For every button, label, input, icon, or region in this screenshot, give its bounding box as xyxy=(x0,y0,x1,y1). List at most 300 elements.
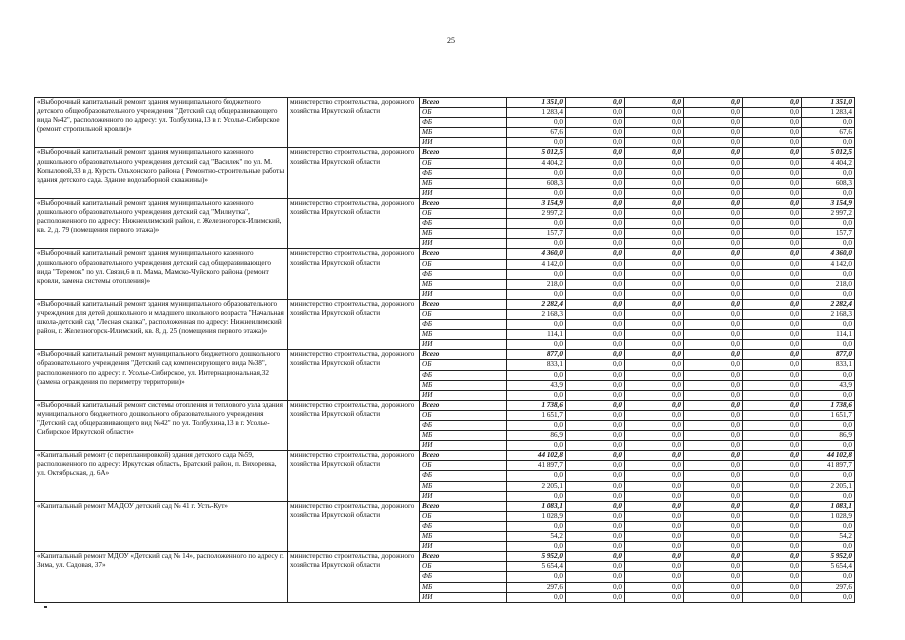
funding-source-label: ФБ xyxy=(420,168,507,178)
amount-cell: 1 351,0 xyxy=(507,98,566,108)
amount-cell: 0,0 xyxy=(625,582,684,592)
amount-cell: 0,0 xyxy=(566,219,625,229)
amount-cell: 0,0 xyxy=(743,471,802,481)
project-description: «Выборочный капитальный ремонт здания муниципального бюджетного детского общеобразовательного учреждения "Детский сад общеразвивающего вида №42", расположенного по адресу: ул. Толбухина,13 в г. Усолье-Сибирское (ремонт стропильной кровли)» xyxy=(35,98,288,148)
amount-cell: 0,0 xyxy=(625,239,684,249)
amount-cell: 0,0 xyxy=(684,198,743,208)
funding-source-label: МБ xyxy=(420,229,507,239)
funding-source-label: ОБ xyxy=(420,108,507,118)
amount-cell: 0,0 xyxy=(507,188,566,198)
responsible-organization: министерство строительства, дорожного хозяйства Иркутской области xyxy=(288,350,420,400)
amount-cell: 0,0 xyxy=(507,421,566,431)
funding-source-label: Всего xyxy=(420,249,507,259)
amount-cell: 0,0 xyxy=(566,148,625,158)
amount-cell: 0,0 xyxy=(743,441,802,451)
amount-cell: 0,0 xyxy=(507,390,566,400)
funding-source-label: Всего xyxy=(420,299,507,309)
amount-cell: 0,0 xyxy=(802,572,855,582)
amount-cell: 0,0 xyxy=(743,461,802,471)
amount-cell: 0,0 xyxy=(743,451,802,461)
amount-cell: 3 154,9 xyxy=(507,198,566,208)
amount-cell: 0,0 xyxy=(566,188,625,198)
amount-cell: 0,0 xyxy=(684,138,743,148)
funding-source-label: ОБ xyxy=(420,360,507,370)
amount-cell: 0,0 xyxy=(743,431,802,441)
amount-cell: 0,0 xyxy=(566,582,625,592)
responsible-organization: министерство строительства, дорожного хозяйства Иркутской области xyxy=(288,451,420,501)
amount-cell: 5 654,4 xyxy=(802,562,855,572)
responsible-organization: министерство строительства, дорожного хозяйства Иркутской области xyxy=(288,148,420,198)
amount-cell: 0,0 xyxy=(507,138,566,148)
table-row xyxy=(35,98,855,108)
amount-cell: 0,0 xyxy=(566,552,625,562)
amount-cell: 0,0 xyxy=(684,98,743,108)
amount-cell: 0,0 xyxy=(684,269,743,279)
amount-cell: 0,0 xyxy=(684,299,743,309)
amount-cell: 0,0 xyxy=(743,219,802,229)
amount-cell: 0,0 xyxy=(684,511,743,521)
amount-cell: 0,0 xyxy=(566,138,625,148)
amount-cell: 0,0 xyxy=(684,330,743,340)
amount-cell: 0,0 xyxy=(625,229,684,239)
funding-source-label: ИИ xyxy=(420,340,507,350)
amount-cell: 0,0 xyxy=(802,219,855,229)
amount-cell: 0,0 xyxy=(625,572,684,582)
amount-cell: 2 205,1 xyxy=(507,481,566,491)
amount-cell: 0,0 xyxy=(566,269,625,279)
amount-cell: 0,0 xyxy=(566,511,625,521)
funding-source-label: ФБ xyxy=(420,269,507,279)
amount-cell: 5 952,0 xyxy=(507,552,566,562)
funding-source-label: ИИ xyxy=(420,239,507,249)
amount-cell: 0,0 xyxy=(625,108,684,118)
amount-cell: 0,0 xyxy=(743,380,802,390)
amount-cell: 0,0 xyxy=(684,309,743,319)
amount-cell: 0,0 xyxy=(743,229,802,239)
amount-cell: 0,0 xyxy=(684,582,743,592)
amount-cell: 0,0 xyxy=(684,158,743,168)
amount-cell: 0,0 xyxy=(743,330,802,340)
responsible-organization: министерство строительства, дорожного хозяйства Иркутской области xyxy=(288,501,420,551)
amount-cell: 157,7 xyxy=(507,229,566,239)
table-row xyxy=(35,249,855,259)
funding-source-label: МБ xyxy=(420,128,507,138)
responsible-organization: министерство строительства, дорожного хозяйства Иркутской области xyxy=(288,198,420,248)
funding-source-label: ИИ xyxy=(420,188,507,198)
amount-cell: 0,0 xyxy=(625,269,684,279)
amount-cell: 0,0 xyxy=(743,562,802,572)
amount-cell: 0,0 xyxy=(566,421,625,431)
table-row xyxy=(35,552,855,562)
amount-cell: 0,0 xyxy=(684,289,743,299)
responsible-organization: министерство строительства, дорожного хозяйства Иркутской области xyxy=(288,249,420,299)
funding-source-label: ОБ xyxy=(420,461,507,471)
amount-cell: 0,0 xyxy=(566,461,625,471)
amount-cell: 0,0 xyxy=(507,592,566,602)
amount-cell: 0,0 xyxy=(625,128,684,138)
table-row xyxy=(35,350,855,360)
amount-cell: 86,9 xyxy=(802,431,855,441)
amount-cell: 0,0 xyxy=(566,108,625,118)
project-description: «Выборочный капитальный ремонт муниципального бюджетного дошкольного образовательного учреждения "Детский сад компенсирующего вида №38", расположенного по адресу: г. Усолье-Сибирское, ул. Интернациональная,32 (замена ограждения по периметру территории)» xyxy=(35,350,288,400)
amount-cell: 0,0 xyxy=(625,98,684,108)
amount-cell: 4 142,0 xyxy=(507,259,566,269)
amount-cell: 0,0 xyxy=(802,471,855,481)
table-row xyxy=(35,400,855,410)
amount-cell: 0,0 xyxy=(743,572,802,582)
amount-cell: 0,0 xyxy=(684,219,743,229)
amount-cell: 0,0 xyxy=(625,431,684,441)
amount-cell: 5 012,5 xyxy=(507,148,566,158)
funding-source-label: МБ xyxy=(420,178,507,188)
funding-source-label: ФБ xyxy=(420,370,507,380)
amount-cell: 0,0 xyxy=(625,158,684,168)
amount-cell: 0,0 xyxy=(625,209,684,219)
amount-cell: 1 083,1 xyxy=(802,501,855,511)
amount-cell: 0,0 xyxy=(566,239,625,249)
amount-cell: 0,0 xyxy=(566,178,625,188)
amount-cell: 0,0 xyxy=(625,410,684,420)
amount-cell: 0,0 xyxy=(684,501,743,511)
amount-cell: 0,0 xyxy=(566,431,625,441)
amount-cell: 0,0 xyxy=(743,309,802,319)
funding-source-label: ОБ xyxy=(420,209,507,219)
funding-source-label: ИИ xyxy=(420,138,507,148)
amount-cell: 0,0 xyxy=(507,370,566,380)
amount-cell: 877,0 xyxy=(802,350,855,360)
responsible-organization: министерство строительства, дорожного хозяйства Иркутской области xyxy=(288,98,420,148)
amount-cell: 0,0 xyxy=(566,168,625,178)
amount-cell: 0,0 xyxy=(625,461,684,471)
amount-cell: 0,0 xyxy=(684,400,743,410)
amount-cell: 0,0 xyxy=(684,118,743,128)
amount-cell: 0,0 xyxy=(566,491,625,501)
funding-source-label: ОБ xyxy=(420,410,507,420)
amount-cell: 0,0 xyxy=(802,138,855,148)
amount-cell: 43,9 xyxy=(507,380,566,390)
amount-cell: 0,0 xyxy=(625,370,684,380)
amount-cell: 0,0 xyxy=(625,340,684,350)
amount-cell: 0,0 xyxy=(743,168,802,178)
amount-cell: 0,0 xyxy=(802,592,855,602)
table-row xyxy=(35,501,855,511)
amount-cell: 114,1 xyxy=(507,330,566,340)
responsible-organization: министерство строительства, дорожного хозяйства Иркутской области xyxy=(288,400,420,450)
amount-cell: 0,0 xyxy=(743,390,802,400)
funding-source-label: ФБ xyxy=(420,471,507,481)
amount-cell: 0,0 xyxy=(566,118,625,128)
amount-cell: 0,0 xyxy=(566,309,625,319)
amount-cell: 5 654,4 xyxy=(507,562,566,572)
project-description: «Выборочный капитальный ремонт здания муниципального казенного дошкольного образовательного учреждения детский сад "Василек" по ул. М. Копыловой,33 в д. Курсть Ольхонского района ( Ремонтно-строительные работы здания детского сада. Здание водозаборной скважины)» xyxy=(35,148,288,198)
amount-cell: 0,0 xyxy=(684,259,743,269)
amount-cell: 0,0 xyxy=(507,289,566,299)
amount-cell: 0,0 xyxy=(566,330,625,340)
amount-cell: 0,0 xyxy=(566,350,625,360)
amount-cell: 0,0 xyxy=(802,491,855,501)
funding-source-label: Всего xyxy=(420,350,507,360)
amount-cell: 4 404,2 xyxy=(507,158,566,168)
amount-cell: 0,0 xyxy=(625,148,684,158)
amount-cell: 0,0 xyxy=(566,98,625,108)
amount-cell: 0,0 xyxy=(743,269,802,279)
funding-source-label: Всего xyxy=(420,148,507,158)
amount-cell: 0,0 xyxy=(625,279,684,289)
amount-cell: 2 282,4 xyxy=(802,299,855,309)
amount-cell: 0,0 xyxy=(566,572,625,582)
project-description: «Капитальный ремонт МДОУ «Детский сад № 14», расположенного по адресу г. Зима, ул. Садовая, 37» xyxy=(35,552,288,602)
amount-cell: 0,0 xyxy=(625,198,684,208)
amount-cell: 0,0 xyxy=(507,471,566,481)
amount-cell: 0,0 xyxy=(684,542,743,552)
amount-cell: 218,0 xyxy=(802,279,855,289)
amount-cell: 0,0 xyxy=(507,118,566,128)
amount-cell: 0,0 xyxy=(743,198,802,208)
amount-cell: 0,0 xyxy=(684,360,743,370)
amount-cell: 0,0 xyxy=(743,259,802,269)
amount-cell: 0,0 xyxy=(684,148,743,158)
amount-cell: 0,0 xyxy=(743,108,802,118)
amount-cell: 44 102,8 xyxy=(507,451,566,461)
amount-cell: 0,0 xyxy=(566,340,625,350)
amount-cell: 608,3 xyxy=(802,178,855,188)
amount-cell: 877,0 xyxy=(507,350,566,360)
amount-cell: 0,0 xyxy=(566,360,625,370)
amount-cell: 0,0 xyxy=(507,219,566,229)
amount-cell: 0,0 xyxy=(507,239,566,249)
amount-cell: 0,0 xyxy=(566,481,625,491)
amount-cell: 41 897,7 xyxy=(507,461,566,471)
amount-cell: 0,0 xyxy=(802,320,855,330)
amount-cell: 0,0 xyxy=(507,168,566,178)
funding-source-label: МБ xyxy=(420,279,507,289)
amount-cell: 0,0 xyxy=(566,521,625,531)
amount-cell: 0,0 xyxy=(566,532,625,542)
amount-cell: 0,0 xyxy=(684,431,743,441)
amount-cell: 2 997,2 xyxy=(802,209,855,219)
funding-source-label: Всего xyxy=(420,451,507,461)
funding-source-label: ОБ xyxy=(420,259,507,269)
table-row xyxy=(35,198,855,208)
amount-cell: 0,0 xyxy=(743,178,802,188)
amount-cell: 0,0 xyxy=(625,421,684,431)
amount-cell: 0,0 xyxy=(566,198,625,208)
amount-cell: 0,0 xyxy=(684,421,743,431)
amount-cell: 0,0 xyxy=(625,219,684,229)
amount-cell: 0,0 xyxy=(625,491,684,501)
amount-cell: 0,0 xyxy=(684,461,743,471)
amount-cell: 0,0 xyxy=(625,118,684,128)
amount-cell: 0,0 xyxy=(566,279,625,289)
amount-cell: 1 028,9 xyxy=(507,511,566,521)
project-description: «Выборочный капитальный ремонт здания муниципального образовательного учреждения для детей дошкольного и младшего школьного возраста "Начальная школа-детский сад "Лесная сказка", расположенная по адресу: Нижнеилимский район, г. Железногорск-Илимский, кв. 8, д. 25 (помещения первого этажа)» xyxy=(35,299,288,349)
budget-table xyxy=(34,97,855,603)
amount-cell: 0,0 xyxy=(684,239,743,249)
funding-source-label: ФБ xyxy=(420,572,507,582)
amount-cell: 0,0 xyxy=(802,390,855,400)
amount-cell: 0,0 xyxy=(684,340,743,350)
amount-cell: 1 738,6 xyxy=(802,400,855,410)
amount-cell: 0,0 xyxy=(743,138,802,148)
amount-cell: 0,0 xyxy=(625,441,684,451)
amount-cell: 0,0 xyxy=(684,108,743,118)
amount-cell: 0,0 xyxy=(743,552,802,562)
amount-cell: 0,0 xyxy=(625,511,684,521)
amount-cell: 0,0 xyxy=(743,360,802,370)
amount-cell: 0,0 xyxy=(684,471,743,481)
funding-source-label: ИИ xyxy=(420,491,507,501)
table-row xyxy=(35,148,855,158)
amount-cell: 608,3 xyxy=(507,178,566,188)
amount-cell: 833,1 xyxy=(802,360,855,370)
amount-cell: 0,0 xyxy=(743,501,802,511)
amount-cell: 1 351,0 xyxy=(802,98,855,108)
amount-cell: 0,0 xyxy=(625,168,684,178)
amount-cell: 0,0 xyxy=(566,592,625,602)
amount-cell: 0,0 xyxy=(625,259,684,269)
amount-cell: 0,0 xyxy=(566,441,625,451)
amount-cell: 0,0 xyxy=(566,451,625,461)
amount-cell: 0,0 xyxy=(684,521,743,531)
amount-cell: 0,0 xyxy=(566,410,625,420)
amount-cell: 0,0 xyxy=(625,400,684,410)
amount-cell: 0,0 xyxy=(507,521,566,531)
funding-source-label: ОБ xyxy=(420,562,507,572)
funding-source-label: ФБ xyxy=(420,521,507,531)
funding-source-label: МБ xyxy=(420,380,507,390)
amount-cell: 0,0 xyxy=(743,299,802,309)
amount-cell: 0,0 xyxy=(743,98,802,108)
amount-cell: 0,0 xyxy=(743,340,802,350)
amount-cell: 0,0 xyxy=(625,471,684,481)
amount-cell: 0,0 xyxy=(684,532,743,542)
funding-source-label: Всего xyxy=(420,400,507,410)
page-number: 25 xyxy=(447,36,455,45)
amount-cell: 43,9 xyxy=(802,380,855,390)
table-body xyxy=(35,98,855,603)
amount-cell: 5 012,5 xyxy=(802,148,855,158)
amount-cell: 0,0 xyxy=(566,229,625,239)
amount-cell: 0,0 xyxy=(625,309,684,319)
project-description: «Выборочный капитальный ремонт системы отопления и теплового узла здания муниципального бюджетного дошкольного образовательного учреждения "Детский сад общеразвивающего вид №42" по ул. Толбухина,13 в г. Усолье-Сибирское Иркутской области» xyxy=(35,400,288,450)
amount-cell: 0,0 xyxy=(625,138,684,148)
funding-source-label: ФБ xyxy=(420,320,507,330)
amount-cell: 0,0 xyxy=(625,380,684,390)
funding-source-label: МБ xyxy=(420,481,507,491)
amount-cell: 0,0 xyxy=(743,532,802,542)
amount-cell: 0,0 xyxy=(743,592,802,602)
funding-source-label: Всего xyxy=(420,552,507,562)
amount-cell: 0,0 xyxy=(743,350,802,360)
amount-cell: 0,0 xyxy=(743,582,802,592)
amount-cell: 0,0 xyxy=(802,289,855,299)
funding-source-label: ФБ xyxy=(420,219,507,229)
amount-cell: 0,0 xyxy=(566,158,625,168)
funding-source-label: ОБ xyxy=(420,511,507,521)
amount-cell: 0,0 xyxy=(743,289,802,299)
amount-cell: 0,0 xyxy=(625,562,684,572)
amount-cell: 4 360,0 xyxy=(802,249,855,259)
amount-cell: 0,0 xyxy=(625,521,684,531)
amount-cell: 4 404,2 xyxy=(802,158,855,168)
amount-cell: 0,0 xyxy=(507,340,566,350)
amount-cell: 0,0 xyxy=(743,421,802,431)
amount-cell: 0,0 xyxy=(743,118,802,128)
amount-cell: 44 102,8 xyxy=(802,451,855,461)
amount-cell: 833,1 xyxy=(507,360,566,370)
amount-cell: 0,0 xyxy=(507,491,566,501)
project-description: «Выборочный капитальный ремонт здания муниципального казенного дошкольного образовательного учреждения детский сад "Милиутка", расположенного по адресу: Нижнеилимский район, г. Железногорск-Илимский, кв. 2, д. 79 (помещения первого этажа)» xyxy=(35,198,288,248)
amount-cell: 0,0 xyxy=(802,542,855,552)
amount-cell: 0,0 xyxy=(684,249,743,259)
amount-cell: 2 168,3 xyxy=(507,309,566,319)
responsible-organization: министерство строительства, дорожного хозяйства Иркутской области xyxy=(288,552,420,602)
amount-cell: 0,0 xyxy=(743,249,802,259)
amount-cell: 0,0 xyxy=(743,239,802,249)
amount-cell: 0,0 xyxy=(684,410,743,420)
amount-cell: 1 738,6 xyxy=(507,400,566,410)
amount-cell: 0,0 xyxy=(743,128,802,138)
amount-cell: 0,0 xyxy=(743,521,802,531)
funding-source-label: ИИ xyxy=(420,289,507,299)
funding-source-label: ИИ xyxy=(420,390,507,400)
amount-cell: 67,6 xyxy=(507,128,566,138)
amount-cell: 0,0 xyxy=(684,380,743,390)
amount-cell: 0,0 xyxy=(566,380,625,390)
funding-source-label: Всего xyxy=(420,501,507,511)
amount-cell: 0,0 xyxy=(625,299,684,309)
amount-cell: 157,7 xyxy=(802,229,855,239)
amount-cell: 0,0 xyxy=(507,269,566,279)
amount-cell: 0,0 xyxy=(684,441,743,451)
funding-source-label: МБ xyxy=(420,330,507,340)
amount-cell: 0,0 xyxy=(684,320,743,330)
amount-cell: 0,0 xyxy=(802,370,855,380)
funding-source-label: ОБ xyxy=(420,309,507,319)
amount-cell: 0,0 xyxy=(802,521,855,531)
amount-cell: 0,0 xyxy=(743,481,802,491)
project-description: «Выборочный капитальный ремонт здания муниципального казенного дошкольного образовательного учреждения детский сад общеразвивающего вида "Теремок" по ул. Связи,6 в п. Мама, Мамско-Чуйского района (ремонт кровли, замена системы отопления)» xyxy=(35,249,288,299)
amount-cell: 0,0 xyxy=(743,279,802,289)
project-description: «Капитальный ремонт МАДОУ детский сад № 41 г. Усть-Кут» xyxy=(35,501,288,551)
amount-cell: 0,0 xyxy=(743,320,802,330)
amount-cell: 0,0 xyxy=(566,542,625,552)
funding-source-label: ОБ xyxy=(420,158,507,168)
budget-table-container xyxy=(34,97,854,603)
amount-cell: 0,0 xyxy=(625,360,684,370)
amount-cell: 0,0 xyxy=(566,471,625,481)
amount-cell: 4 142,0 xyxy=(802,259,855,269)
project-description: «Капитальный ремонт (с перепланировкой) здания детского сада №59, расположенного по адресу: Иркутская область, Братский район, п. Вихоревка, ул. Октябрьская, д. 6А» xyxy=(35,451,288,501)
scan-mark xyxy=(44,606,47,608)
amount-cell: 1 083,1 xyxy=(507,501,566,511)
amount-cell: 2 205,1 xyxy=(802,481,855,491)
amount-cell: 1 651,7 xyxy=(802,410,855,420)
funding-source-label: Всего xyxy=(420,98,507,108)
amount-cell: 0,0 xyxy=(684,390,743,400)
amount-cell: 0,0 xyxy=(684,552,743,562)
funding-source-label: МБ xyxy=(420,582,507,592)
amount-cell: 67,6 xyxy=(802,128,855,138)
amount-cell: 0,0 xyxy=(802,340,855,350)
amount-cell: 5 952,0 xyxy=(802,552,855,562)
amount-cell: 0,0 xyxy=(743,491,802,501)
amount-cell: 0,0 xyxy=(802,118,855,128)
amount-cell: 0,0 xyxy=(684,128,743,138)
amount-cell: 0,0 xyxy=(566,259,625,269)
amount-cell: 0,0 xyxy=(625,350,684,360)
amount-cell: 0,0 xyxy=(743,542,802,552)
